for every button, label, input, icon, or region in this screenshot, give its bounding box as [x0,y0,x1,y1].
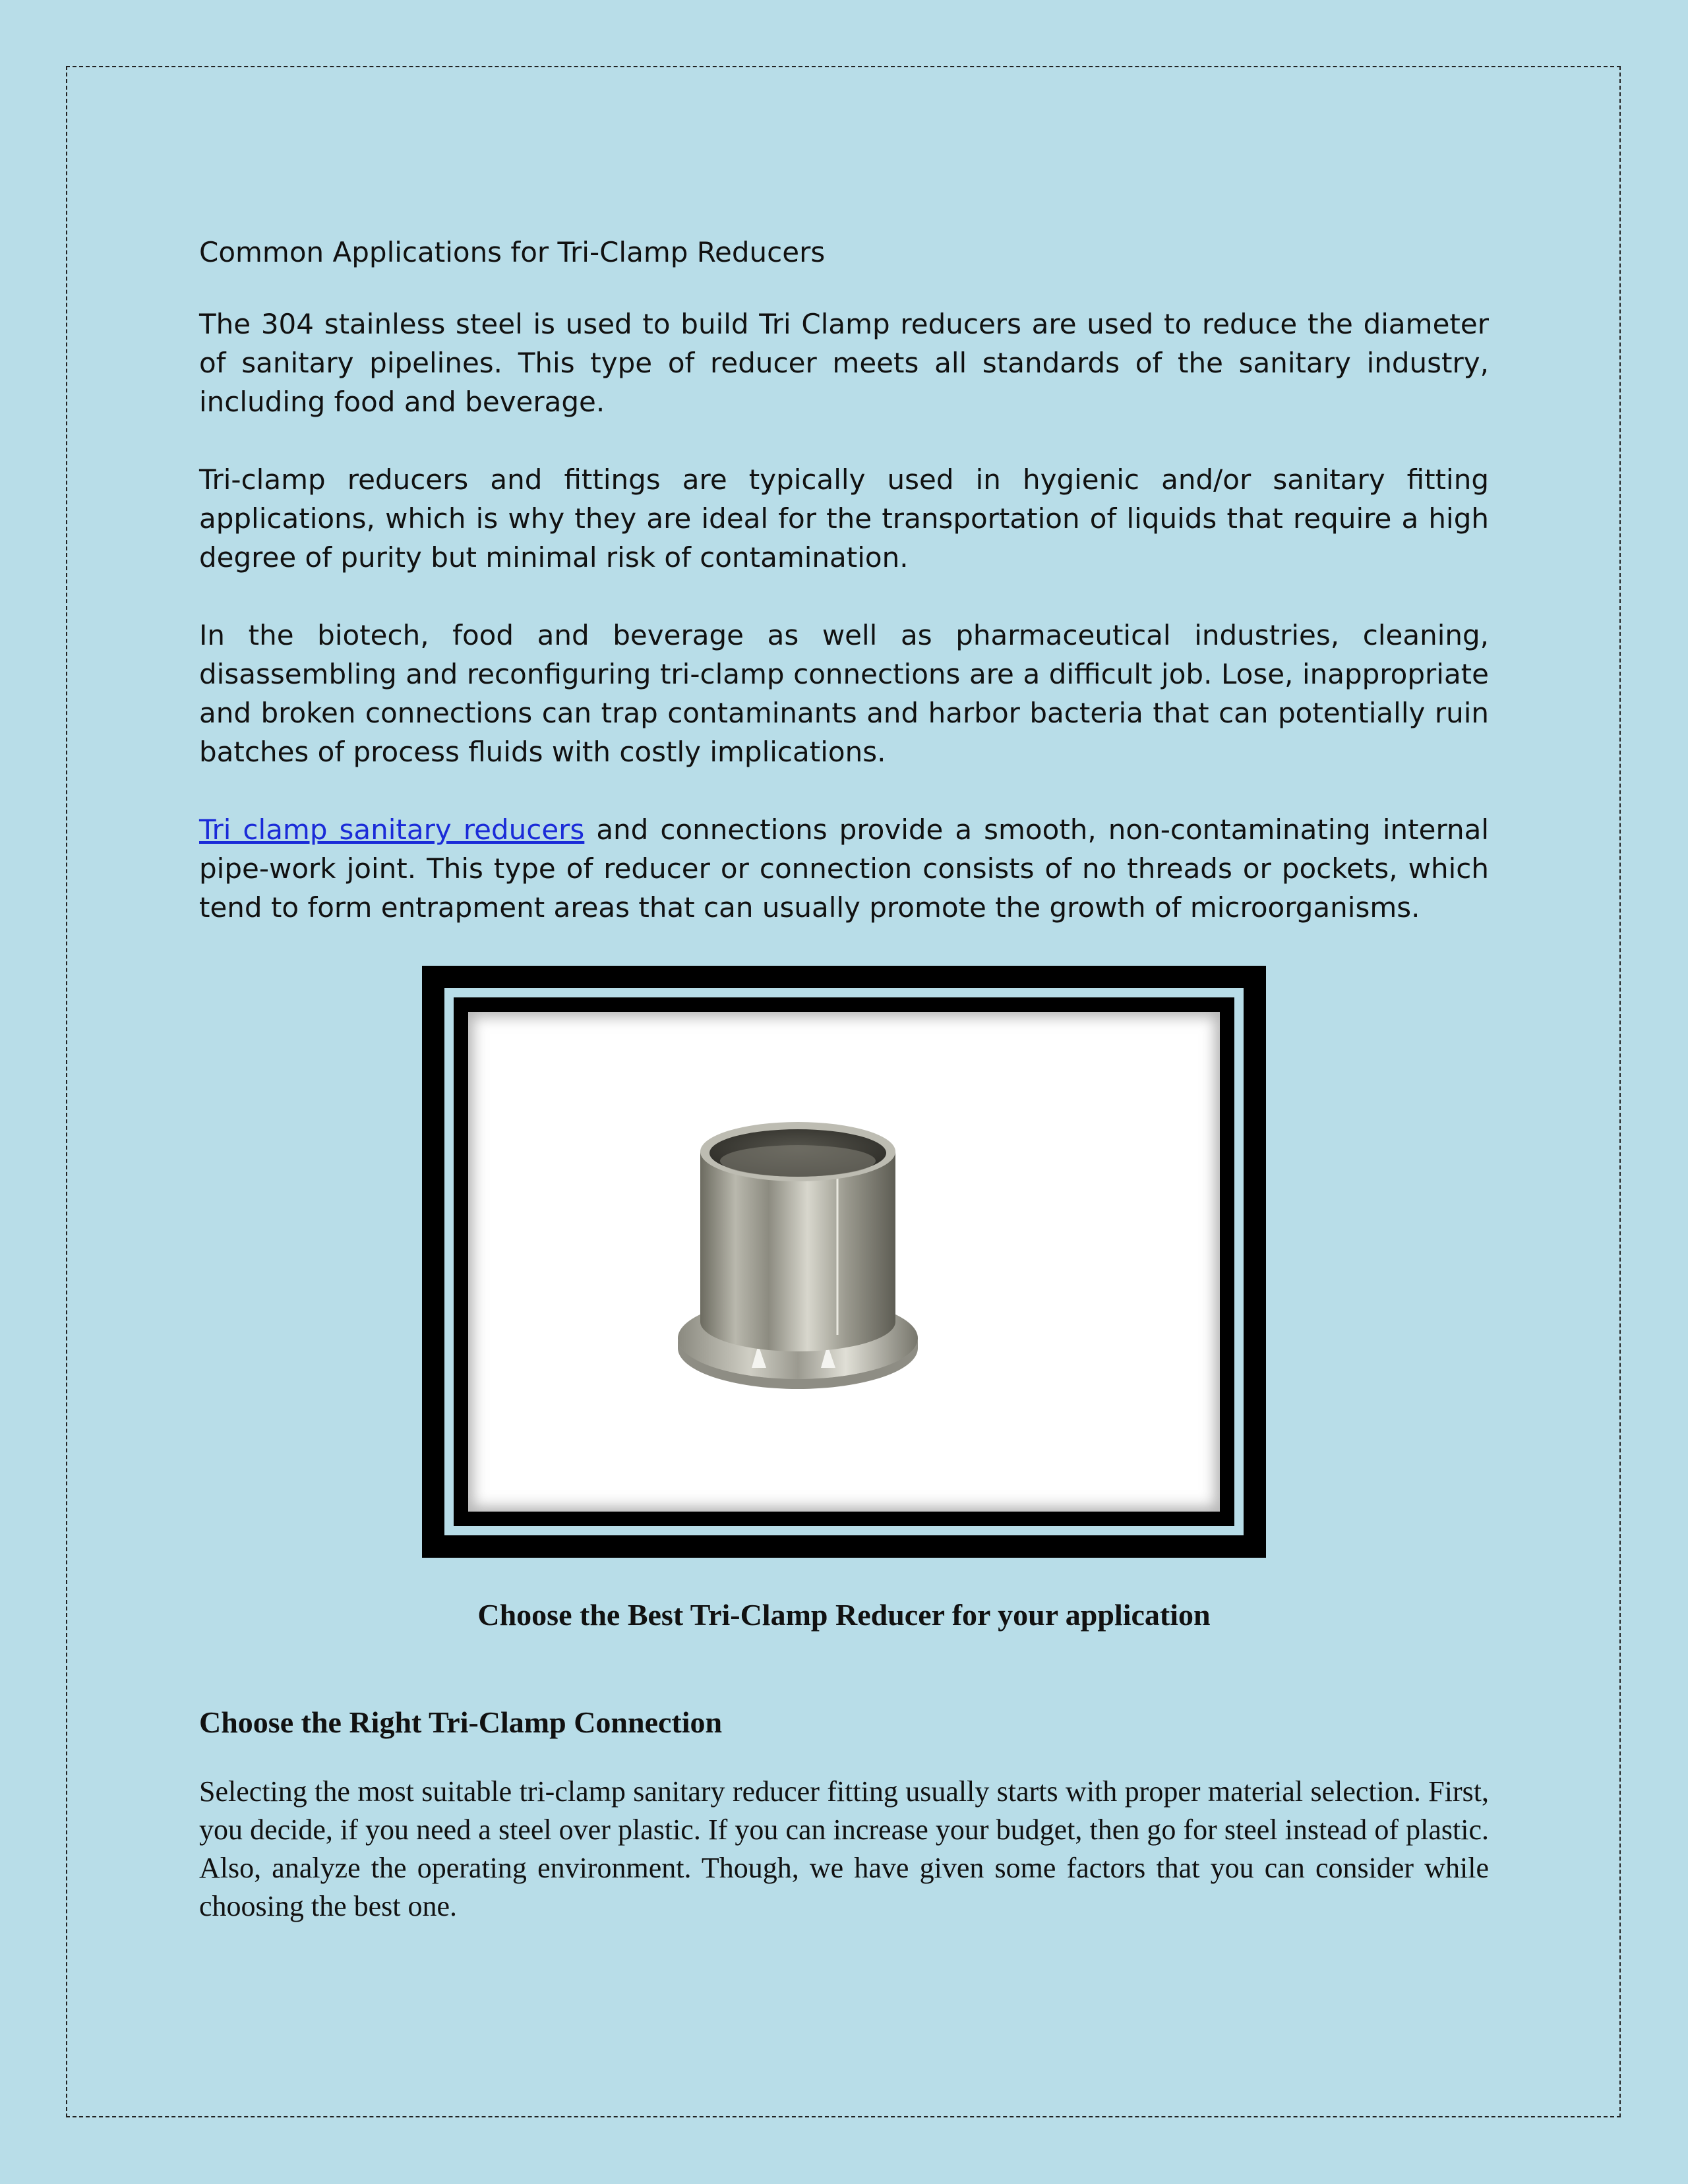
final-paragraph: Selecting the most suitable tri-clamp sanitary reducer fitting usually starts with proper material selection. First, you decide, if you need a steel over plastic. If you can increase your budget, then go for steel instead of plastic. Also, analyze the operating environment. Though, we have given some factors that you can consider while choosing the best one. [199,1775,1489,1922]
product-image-frame [422,966,1266,1558]
paragraph-2: Tri-clamp reducers and fittings are typically used in hygienic and/or sanitary fitting applications, which is why they are ideal for the transportation of liquids that require a high degree of purity but minimal risk of contamination. [199,463,1489,574]
tri-clamp-reducer-photo [468,1012,1220,1512]
paragraph-3: In the biotech, food and beverage as well as pharmaceutical industries, cleaning, disassembling and reconfiguring tri-clamp connections are a difficult job. Lose, inappropriate and broken connections can trap contaminants and harbor bacteria that can potentially ruin batches of process fluids with costly implications. [199,618,1489,768]
paragraph-4-text: and connections provide a smooth, non-contaminating internal pipe-work joint. This type of reducer or connection consists of no threads or pockets, which tend to form entrapment areas that can usually promote the growth of microorganisms. [199,813,1489,924]
tri-clamp-ferrule-image [468,1012,1220,1512]
document-body [199,234,1489,1926]
subheading: Choose the Right Tri-Clamp Connection [199,1705,723,1739]
paragraph-4 [199,810,1489,927]
tri-clamp-reducers-link[interactable]: Tri clamp sanitary reducers [199,813,585,846]
figure-caption: Choose the Best Tri-Clamp Reducer for your application [477,1597,1211,1632]
section-title: Common Applications for Tri-Clamp Reducers [199,236,826,268]
paragraph-1: The 304 stainless steel is used to build Tri Clamp reducers are used to reduce the diameter of sanitary pipelines. This type of reducer meets all standards of the sanitary industry, including food and beverage. [199,307,1489,418]
